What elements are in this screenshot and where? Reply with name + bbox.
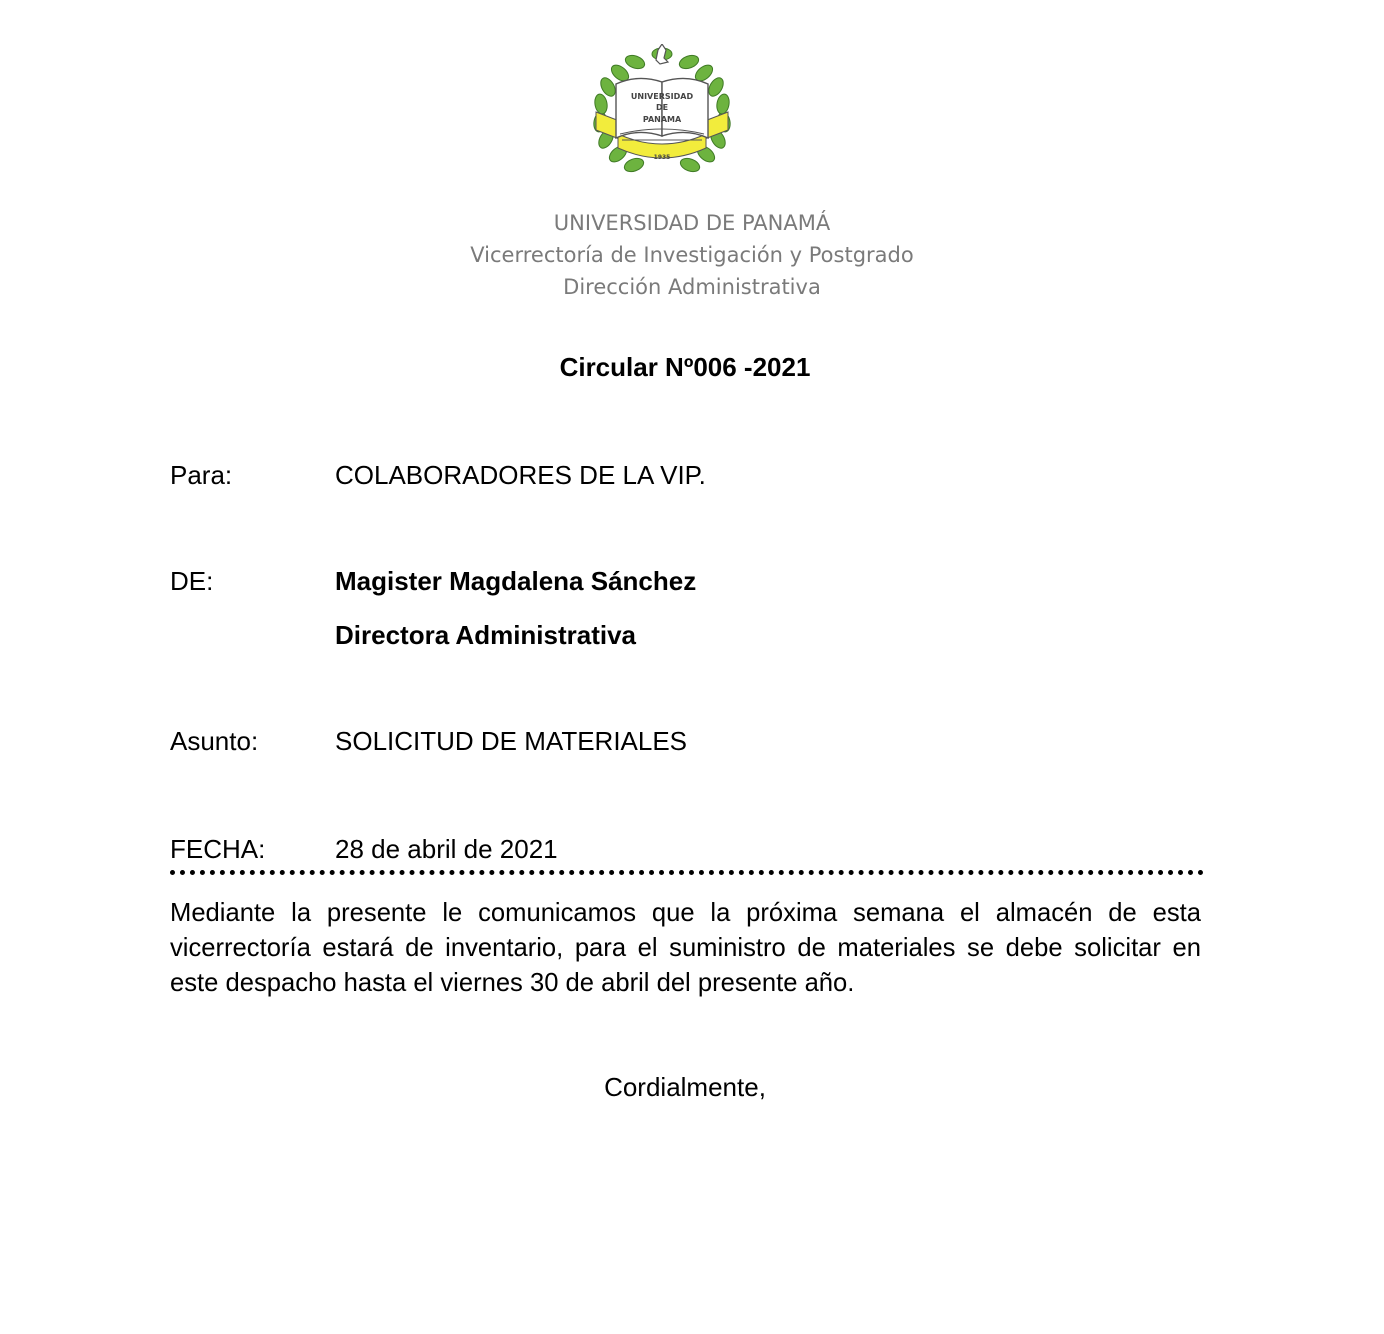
date-label: FECHA: [170, 834, 266, 864]
from-label: DE: [170, 566, 214, 596]
institution-name: UNIVERSIDAD DE PANAMÁ [553, 211, 831, 235]
to-label: Para: [170, 460, 233, 490]
body-paragraph: Mediante la presente le comunicamos que la próxima semana el almacén de esta vicerrectoría estará de inventario, para el suministro de materiales se debe solicitar en este despacho hasta el viernes 30 de abril del presente año. [170, 899, 1201, 997]
from-title: Directora Administrativa [335, 620, 637, 650]
vice-rectory-name: Vicerrectoría de Investigación y Postgrado [470, 243, 914, 267]
direction-name: Dirección Administrativa [563, 275, 821, 299]
dotted-divider [170, 870, 1204, 875]
from-name: Magister Magdalena Sánchez [335, 566, 697, 596]
to-value: COLABORADORES DE LA VIP. [335, 460, 706, 490]
seal-text-line3: PANAMA [642, 115, 682, 124]
subject-label: Asunto: [170, 726, 259, 756]
institution-header [0, 207, 1384, 303]
seal-year: 1935 [653, 154, 671, 161]
circular-title: Circular Nº006 -2021 [559, 352, 811, 382]
date-value: 28 de abril de 2021 [335, 834, 558, 864]
seal-text-line1: UNIVERSIDAD [630, 92, 694, 101]
university-seal-icon [588, 44, 736, 184]
closing-salutation: Cordialmente, [604, 1072, 766, 1102]
seal-text-line2: DE [655, 103, 669, 112]
subject-value: SOLICITUD DE MATERIALES [335, 726, 688, 756]
